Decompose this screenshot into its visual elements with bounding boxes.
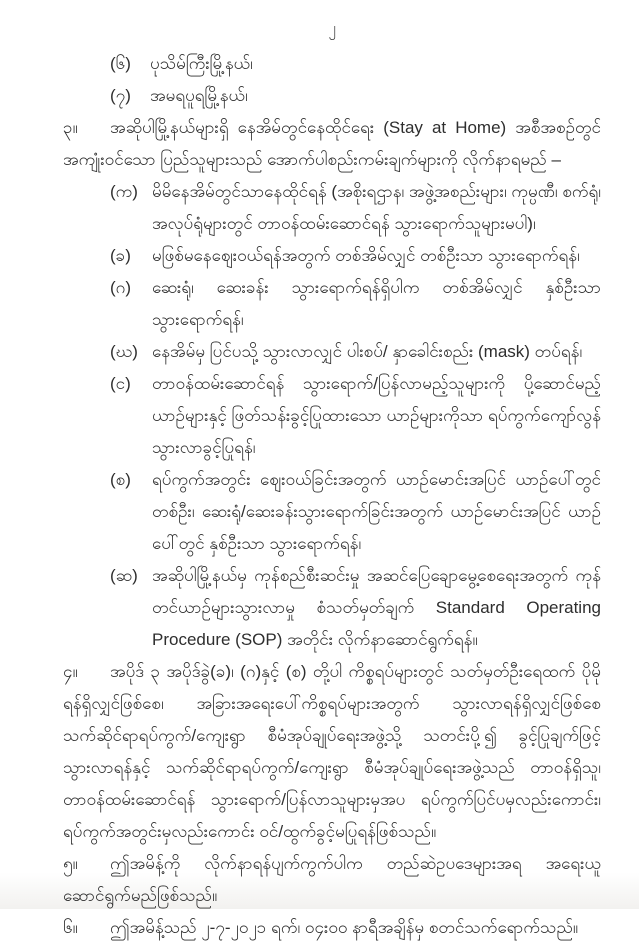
rule-item-text: မိမိနေအိမ်တွင်သာနေထိုင်ရန် (အစိုးရဌာန၊ အဖွဲ့အစည်းများ၊ ကုမ္ပဏီ၊ စက်ရုံ၊ အလုပ်ရုံများတွင် တာဝန်ထမ်းဆောင်ရန် သွားရောက်သူများမပါ)၊: [152, 182, 601, 233]
rule-item-text: အဆိုပါမြို့နယ်မှ ကုန်စည်စီးဆင်းမှု အဆင်ပြေချောမွေ့စေရေးအတွက် ကုန်တင်ယာဉ်များသွားလာမှု စံသတ်မှတ်ချက် Standard Operating Procedure (SOP) အတိုင်း လိုက်နာဆောင်ရွက်ရန်။: [152, 566, 601, 649]
paragraph-4-text: အပိုဒ် ၃ အပိုဒ်ခွဲ(ခ)၊ (ဂ)နှင့် (စ) တို့ပါ ကိစ္စရပ်များတွင် သတ်မှတ်ဦးရေထက် ပိုမိုရန်ရှိလျှင်ဖြစ်စေ၊ အခြားအရေးပေါ်ကိစ္စရပ်များအတွက် သွားလာရန်ရှိလျှင်ဖြစ်စေ သက်ဆိုင်ရာရပ်ကွက်/ကျေးရွာ စီမံအုပ်ချုပ်ရေးအဖွဲ့သို့ သတင်းပို့၍ ခွင့်ပြုချက်ဖြင့် သွားလာရန်နှင့် သက်ဆိုင်ရာရပ်ကွက်/ကျေးရွာ စီမံအုပ်ချုပ်ရေးအဖွဲ့သည် တာဝန်ရှိသူ၊ တာဝန်ထမ်းဆောင်ရန် သွားရောက်/ပြန်လာသူများမှအပ ရပ်ကွက်ပြင်ပမှလည်းကောင်း၊ ရပ်ကွက်အတွင်းမှလည်းကောင်း ဝင်/ထွက်ခွင့်မပြုရန်ဖြစ်သည်။: [63, 662, 601, 841]
rule-item-label: (က): [110, 182, 138, 201]
paragraph-3-text: အဆိုပါမြို့နယ်များရှိ နေအိမ်တွင်နေထိုင်ရေး (Stay at Home) အစီအစဉ်တွင် အကျုံးဝင်သော ပြည်သူများသည် အောက်ပါစည်းကမ်းချက်များကို လိုက်နာရမည် –: [63, 118, 601, 169]
paragraph-5-text: ဤအမိန့်ကို လိုက်နာရန်ပျက်ကွက်ပါက တည်ဆဲဥပဒေများအရ အရေးယူဆောင်ရွက်မည်ဖြစ်သည်။: [63, 854, 601, 905]
township-item-label: (၇): [110, 86, 131, 105]
rule-item-label: (ခ): [110, 246, 131, 265]
paragraph-5: [63, 848, 601, 912]
township-list-item: [63, 80, 601, 112]
township-item-text: ပုသိမ်ကြီးမြို့နယ်၊: [150, 54, 253, 73]
rule-item-ka: [63, 176, 601, 240]
paragraph-5-number: ၅။: [63, 854, 78, 873]
rule-item-text: တာဝန်ထမ်းဆောင်ရန် သွားရောက်/ပြန်လာမည့်သူများကို ပို့ဆောင်မည့် ယာဉ်များနှင့် ဖြတ်သန်းခွင့်ပြုထားသော ယာဉ်များကိုသာ ရပ်ကွက်ကျော်လွန် သွားလာခွင့်ပြုရန်၊: [152, 374, 601, 457]
rule-item-hsa: [63, 560, 601, 656]
rule-item-label: (ဂ): [110, 278, 132, 297]
rule-item-label: (စ): [110, 470, 131, 489]
page-number: ၂: [328, 20, 336, 37]
rule-item-text: ရပ်ကွက်အတွင်း ဈေးဝယ်ခြင်းအတွက် ယာဉ်မောင်းအပြင် ယာဉ်ပေါ်တွင် တစ်ဦး၊ ဆေးရုံ/ဆေးခန်းသွားရောက်ခြင်းအတွက် ယာဉ်မောင်းအပြင် ယာဉ်ပေါ်တွင် နှစ်ဦးသာ သွားရောက်ရန်၊: [152, 470, 601, 553]
rule-item-nga: [63, 368, 601, 464]
paragraph-3: [63, 112, 601, 176]
paragraph-6-number: ၆။: [63, 918, 78, 937]
rule-item-gha: [63, 336, 601, 368]
rule-item-label: (ဃ): [110, 342, 138, 361]
rule-item-text: နေအိမ်မှ ပြင်ပသို့ သွားလာလျှင် ပါးစပ်/ နှာခေါင်းစည်း (mask) တပ်ရန်၊: [152, 342, 583, 361]
township-item-label: (၆): [110, 54, 131, 73]
rule-item-kha: [63, 240, 601, 272]
rule-item-ga: [63, 272, 601, 336]
paragraph-4: [63, 656, 601, 848]
township-item-text: အမရပူရမြို့နယ်၊: [150, 86, 248, 105]
paragraph-6-text: ဤအမိန့်သည် ၂-၇-၂၀၂၁ ရက်၊ ၀၄း၀၀ နာရီအချိန်မှ စတင်သက်ရောက်သည်။: [110, 918, 579, 937]
paragraph-4-number: ၄။: [63, 662, 78, 681]
rule-item-label: (င): [110, 374, 131, 393]
rule-item-label: (ဆ): [110, 566, 138, 585]
paragraph-3-number: ၃။: [63, 118, 78, 137]
rule-item-text: ဆေးရုံ၊ ဆေးခန်း သွားရောက်ရန်ရှိပါက တစ်အိမ်လျှင် နှစ်ဦးသာ သွားရောက်ရန်၊: [152, 278, 601, 329]
rule-item-text: မဖြစ်မနေဈေးဝယ်ရန်အတွက် တစ်အိမ်လျှင် တစ်ဦးသာ သွားရောက်ရန်၊: [152, 246, 580, 265]
township-list-item: [63, 48, 601, 80]
rule-item-sa: [63, 464, 601, 560]
paragraph-6: [63, 912, 601, 944]
